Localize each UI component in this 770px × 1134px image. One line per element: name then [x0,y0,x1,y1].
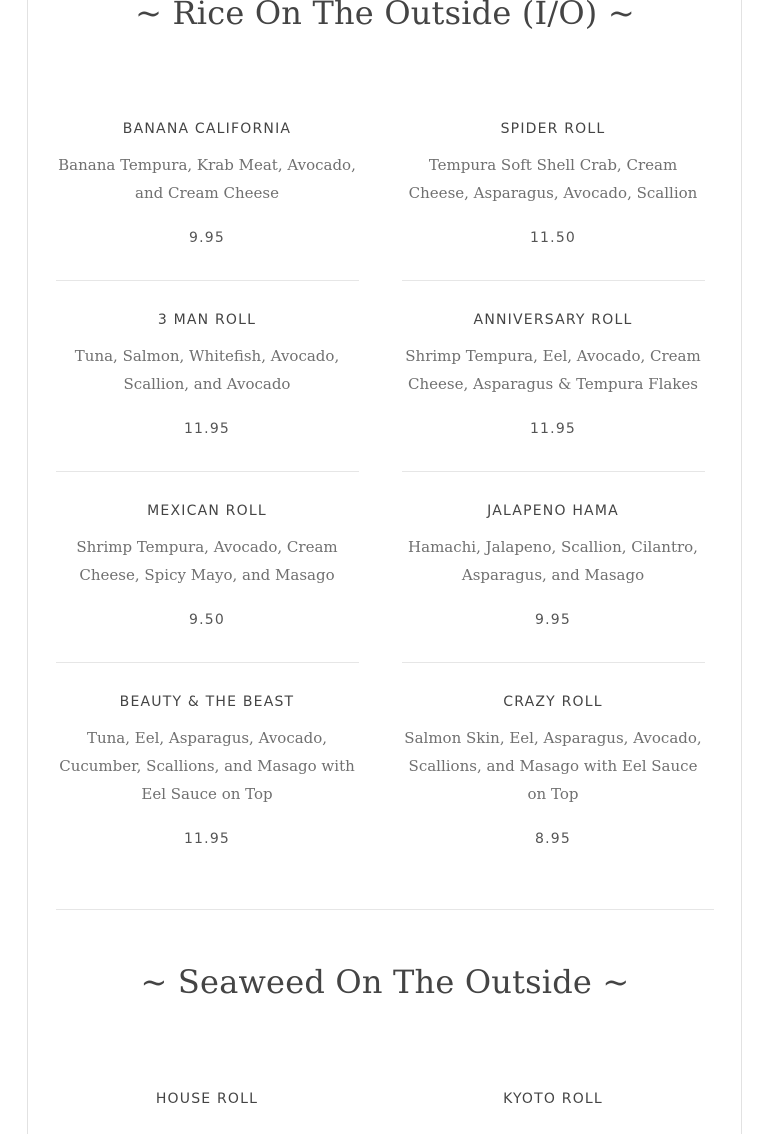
item-name: HOUSE ROLL [155,1091,259,1107]
item-divider [402,471,705,472]
item-name: ANNIVERSARY ROLL [473,312,633,328]
item-description: Hamachi, Jalapeno, Scallion, Cilantro, Asparagus, and Masago [408,538,698,584]
section-title-rice-outside: ~ Rice On The Outside (I/O) ~ [135,0,635,32]
item-name: JALAPENO HAMA [487,503,619,519]
item-price: 11.50 [529,230,577,246]
item-divider [56,280,359,281]
item-price: 8.95 [535,831,571,847]
item-divider [56,471,359,472]
item-divider [402,280,705,281]
item-description: Shrimp Tempura, Eel, Avocado, Cream Cheese, Asparagus & Tempura Flakes [405,347,701,393]
item-price: 11.95 [183,421,231,437]
item-description: Tuna, Salmon, Whitefish, Avocado, Scallion, and Avocado [74,347,340,393]
item-price: 9.95 [189,230,225,246]
section-divider [56,909,714,910]
item-description: Salmon Skin, Eel, Asparagus, Avocado, Scallions, and Masago with Eel Sauce on Top [404,729,702,803]
item-price: 9.50 [189,612,225,628]
item-description: Tuna, Eel, Asparagus, Avocado, Cucumber, Scallions, and Masago with Eel Sauce on Top [59,729,355,803]
item-divider [402,662,705,663]
item-name: CRAZY ROLL [503,694,603,710]
section-title-seaweed-outside: ~ Seaweed On The Outside ~ [140,963,630,1001]
item-name: BEAUTY & THE BEAST [119,694,295,710]
item-divider [56,662,359,663]
item-name: MEXICAN ROLL [147,503,267,519]
item-name: 3 MAN ROLL [157,312,257,328]
item-description: Shrimp Tempura, Avocado, Cream Cheese, Spicy Mayo, and Masago [76,538,338,584]
item-name: SPIDER ROLL [500,121,606,137]
item-description: Banana Tempura, Krab Meat, Avocado, and Cream Cheese [58,156,356,202]
item-description: Tempura Soft Shell Crab, Cream Cheese, Asparagus, Avocado, Scallion [408,156,698,202]
item-price: 11.95 [183,831,231,847]
item-price: 11.95 [529,421,577,437]
item-name: BANANA CALIFORNIA [122,121,292,137]
item-price: 9.95 [535,612,571,628]
item-name: KYOTO ROLL [503,1091,603,1107]
